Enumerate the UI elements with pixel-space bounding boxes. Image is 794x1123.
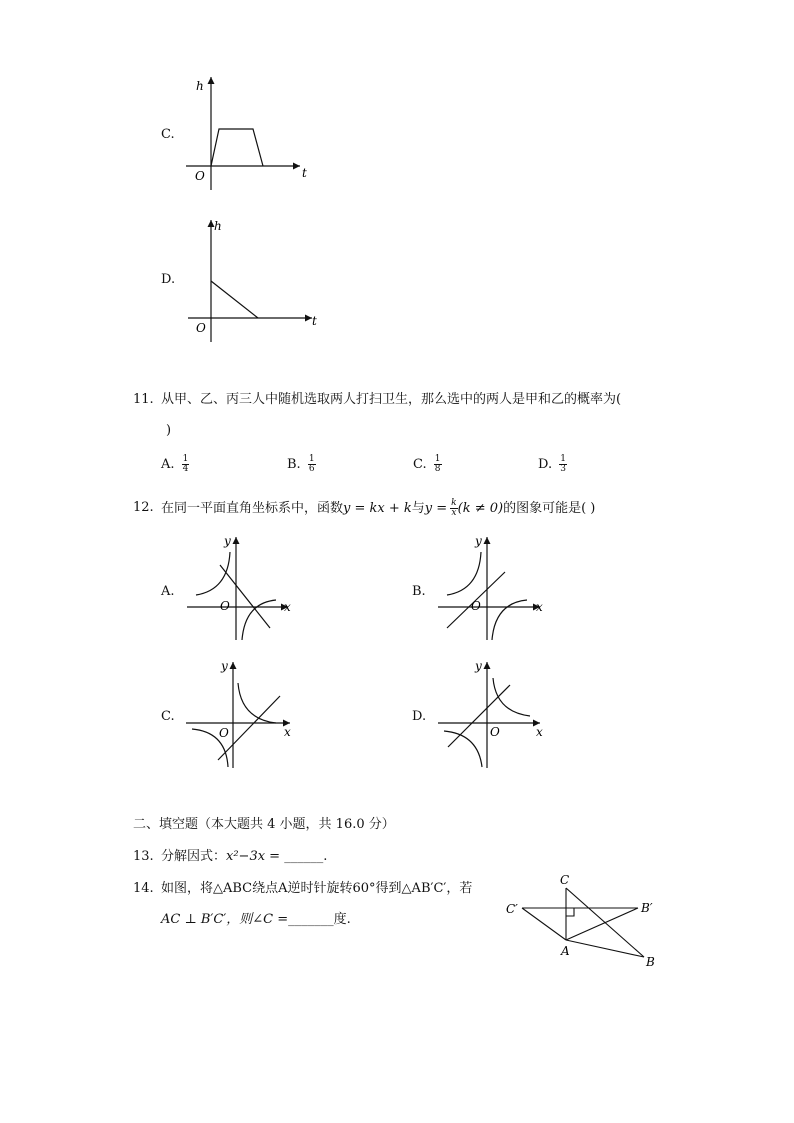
- q14-right-angle-mark: [566, 908, 574, 916]
- q14-answer-blank[interactable]: _______: [288, 912, 334, 927]
- q10-option-c-letter: C.: [161, 127, 175, 142]
- q12a-origin-label: O: [220, 599, 230, 613]
- q13-stem: [161, 848, 327, 866]
- q10d-h-label: h: [214, 219, 222, 233]
- q12b-x-label: x: [536, 600, 543, 614]
- q14-line-2-b: 度.: [333, 912, 351, 927]
- q10d-origin-label: O: [196, 321, 206, 335]
- q12b-y-label: y: [475, 534, 482, 548]
- q11-option-c[interactable]: [413, 455, 442, 474]
- q14-segment-ab1: [566, 908, 638, 940]
- q12c-y-label: y: [221, 659, 228, 673]
- q10-option-d-letter: D.: [161, 272, 176, 287]
- q11-option-a[interactable]: [161, 455, 189, 474]
- q12b-curve-upper: [447, 552, 481, 595]
- q13-end: .: [323, 849, 328, 864]
- q12-option-c-letter[interactable]: C.: [161, 709, 175, 724]
- q12-func1: y = kx + k: [343, 501, 412, 516]
- section-2-title: 二、填空题（本大题共 4 小题，共 16.0 分）: [133, 817, 395, 832]
- q12-func2-fraction: $\frac{k}{x}$: [451, 498, 457, 518]
- q12d-origin-label: O: [490, 725, 500, 739]
- q14-label-b1: B′: [641, 901, 653, 915]
- q14-figure: [522, 888, 644, 957]
- q11-option-b[interactable]: [287, 455, 316, 474]
- q14-label-a: A: [561, 944, 570, 958]
- q12d-curve-lower: [444, 731, 482, 767]
- q10c-t-label: t: [302, 166, 307, 180]
- q12-option-b-letter[interactable]: B.: [412, 584, 426, 599]
- q12a-graph: [187, 537, 288, 640]
- q14-segment-ab: [566, 940, 644, 957]
- q10c-origin-label: O: [195, 169, 205, 183]
- q10d-plot-line: [211, 281, 258, 318]
- q14-line-2-a: AC ⊥ B′C′，则∠C =: [161, 912, 289, 927]
- q14-number: 14.: [133, 881, 154, 896]
- q11-number: 11.: [133, 392, 154, 407]
- q12d-y-label: y: [475, 659, 482, 673]
- q12-func2-cond: (k ≠ 0): [457, 501, 504, 516]
- q12a-curve-lower: [242, 600, 276, 640]
- q12c-origin-label: O: [219, 726, 229, 740]
- q12d-x-label: x: [536, 725, 543, 739]
- q12-stem: [161, 499, 595, 518]
- q11-stem: 从甲、乙、丙三人中随机选取两人打扫卫生，那么选中的两人是甲和乙的概率为(: [161, 392, 622, 407]
- q12a-line: [220, 565, 270, 628]
- q12-stem-c: 的图象可能是( ): [503, 501, 596, 516]
- q11-option-d-fraction: $\frac{1}{3}$: [560, 454, 566, 474]
- q12-stem-b: 与: [411, 501, 425, 516]
- q11-option-a-fraction: $\frac{1}{4}$: [182, 454, 189, 474]
- q12c-x-label: x: [284, 725, 291, 739]
- q13-number: 13.: [133, 849, 154, 864]
- q14-line-1: 如图，将△ABC绕点A逆时针旋转60°得到△AB′C′，若: [161, 881, 473, 896]
- q14-line-2: [161, 911, 351, 929]
- q12d-curve-upper: [493, 678, 530, 716]
- q14-label-c: C: [560, 873, 570, 887]
- q11-option-b-letter: B.: [287, 457, 301, 472]
- q11-option-c-fraction: $\frac{1}{8}$: [434, 454, 441, 474]
- q12b-curve-lower: [492, 600, 527, 640]
- q13-expression: x²−3x =: [226, 849, 281, 864]
- q12-func2-lhs: y =: [424, 501, 448, 516]
- q13-stem-text: 分解因式：: [161, 849, 227, 864]
- q12-option-d-letter[interactable]: D.: [412, 709, 427, 724]
- q12a-y-label: y: [224, 534, 231, 548]
- q10c-plot-line: [211, 129, 263, 166]
- q11-option-a-letter: A.: [161, 457, 175, 472]
- q14-label-c1: C′: [506, 902, 518, 916]
- q11-option-c-letter: C.: [413, 457, 427, 472]
- q11-option-d[interactable]: [538, 455, 567, 474]
- q10d-axes: [188, 220, 312, 342]
- q12b-origin-label: O: [471, 599, 481, 613]
- q12a-x-label: x: [284, 600, 291, 614]
- q14-segment-ac1: [522, 908, 566, 940]
- q12c-graph: [186, 662, 290, 768]
- q12-number: 12.: [133, 500, 154, 515]
- q11-stem-close: ): [166, 423, 172, 438]
- q10d-t-label: t: [312, 314, 317, 328]
- q12b-graph: [438, 537, 540, 640]
- q12-option-a-letter[interactable]: A.: [161, 584, 175, 599]
- q10c-h-label: h: [196, 79, 204, 93]
- q12a-curve-upper: [196, 552, 230, 595]
- q13-answer-blank[interactable]: ______: [284, 849, 324, 864]
- q12d-graph: [438, 662, 540, 768]
- q12c-curve-upper: [238, 683, 276, 723]
- q11-option-b-fraction: $\frac{1}{6}$: [308, 454, 315, 474]
- q12-stem-a: 在同一平面直角坐标系中，函数: [161, 501, 344, 516]
- q11-option-d-letter: D.: [538, 457, 553, 472]
- q12d-line: [448, 685, 510, 747]
- q14-label-b: B: [646, 955, 655, 969]
